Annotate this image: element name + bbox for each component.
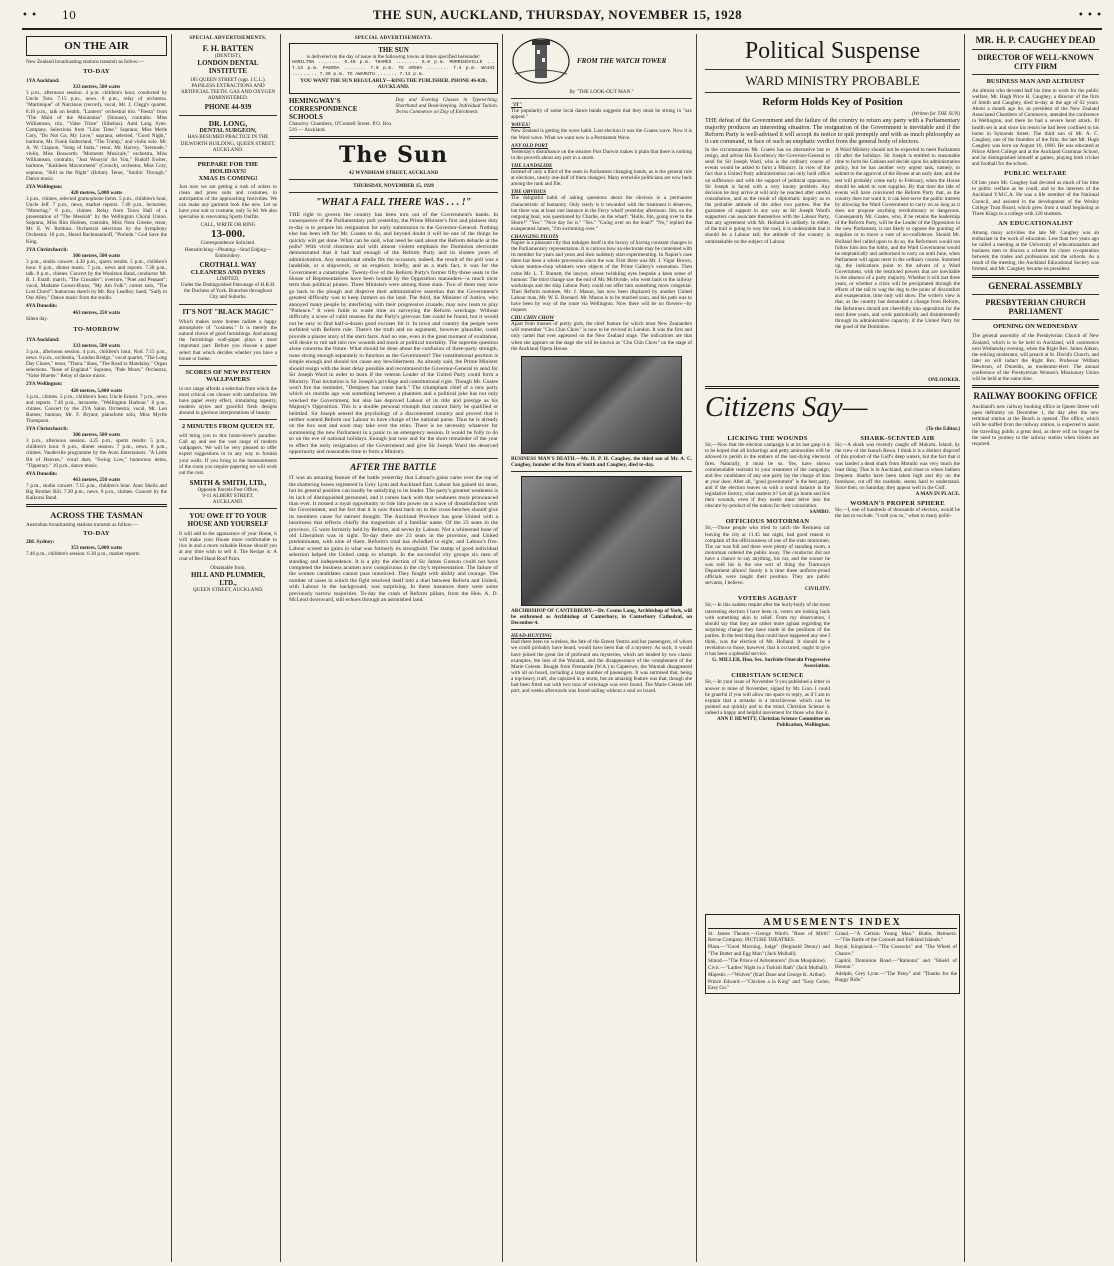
assembly-body: The general assembly of the Presbyterian Church of New Zealand, which is to be held in Auckland, will commence next Wednesday evening, when the Right Rev. James Aitken, the retiring moderator, will preach at St. David's Church, and later on will induct the Right Rev. Professor William Hewitson, of Dunedin, as moderator-elect. The annual conference of the Presbyterian Women's Missionary Union will be held at the same time. [972, 333, 1099, 383]
column-editorial [285, 34, 503, 1262]
ad-batten [179, 44, 277, 111]
amusement-entry: St. James Theatre.—George Ward's "Rose of Mirth" Revue Company. PICTURE THEATRES. [708, 931, 830, 944]
black-magic-title: IT'S NOT "BLACK MAGIC" [182, 308, 274, 317]
sun-nameplate [289, 142, 498, 168]
long-name: DR. LONG, [208, 119, 248, 129]
station-programme: 3 p.m., chimes. 5 p.m., children's hour, Uncle Ernest. 7 p.m., news and reports. 7.40 p.m., lecturette, "Wellington Harbour." 8 p.m., chimes. Concert by the 2YA Salon Orchestra; vocal, Mr. Len Barnes; humour, Mr. F. Bryant; pianoforte solo, Miss Myrtle Thompson. [26, 393, 167, 424]
station-name: 2YA Wellington: [26, 183, 63, 190]
page-dots-right: • • • [1077, 9, 1102, 21]
column-on-the-air [22, 34, 172, 1262]
station-programme: Silent day. [26, 315, 48, 322]
archbishop-photo [521, 476, 682, 606]
station-programme: 3 p.m., chimes, selected gramophone items. 5 p.m., children's hour, Uncle Jeff. 7 p.m., news, market reports. 7.40 p.m., lecturette, "Motoring." 8 p.m., chimes. Relay from Town Hall of a presentation of "The Messiah" by the Wellington Choral Union. Soprano, Miss Rita Holmes, contralto, Miss Nora Greene, tenor, Mr. E. W. Robbins. Orchestral selections by the Symphony Orchestra. 10 p.m., Heard Rachmaninoff, "Prelude." God Save the King. [26, 195, 167, 245]
letter-body: Sir,—Those people who tried to catch the Remuera car leaving the city at 11.45 last night, had good reason to complain of the officiousness of one of the tram motormen. The car was full and there were plenty of standing room, a motorman ordered the public away. The conductor did not have a chance to say anything, his car, and the sooner he was told his is the one sort of thing the Tramways Department allows! Surely it is time these uniform-proud officials were taught their position. They are public servants, I believe. [705, 525, 830, 587]
ad-owe [179, 512, 277, 593]
crothall-sub1: Correspondence Solicited. [200, 240, 256, 247]
station-name: 3YA Christchurch: [26, 246, 68, 253]
editorial-body: THE right to govern the country has been torn out of the Government's hands. In consequence of the Parliamentary poll yesterday, the Prime Minister's first and plainest duty to-day is to prepare his resignation for early submission to the Governor-General. Nothing else has been left for Mr. Coates to do, and beyond doubt it will be one of the things he quickly will get done. What can be said, what need be said about the Reform debacle at the polls? With vivid clearness and with almost violent emphasis the Dominion electorate demonstrated that it had had enough of the Reform Party and its sixteen years of administration. Any sensational simile fits the occasion; indeed, the result of the poll was a landslide, or a shipwreck, or an eruption: briefly, and as a stark fact, it was for the Government a catastrophe. Twenty-five of the Reform Party's former fifty-three seats in the House of Representatives have been booted by the Opposition marauders—a much nicer term than political pirates. Three Ministers were among those slain. Two of them may now go back to the plough and disprove their administrative assertion that the Government's greatest difficulty was to keep farmers on the land. The third, the Minister of Justice, who annoyed many people by interfering with their progressive crusade, may now learn to play "Patience." It were futile to waste time on surveying the Reform wreckage. Without difficulty a score of valid reasons for the Party's grievous fate could be found, but it would not be easy to find half-a-dozen good excuses for it. In town and country the people were surfeited with Reform rule. There's the truth and no argument, however plausible, could provide a plaster story of the stern facts. And no one, even in the great moment of exultation, will desire to rub salt into raw wounds and mock at political mortality. The supreme question alone concerns the future. What should be done about the confusion of three-party strength, none strong enough separately to function as the Government? The constitutional position is simple enough and should not cause any bewilderment. As already said, the Prime Minister should resign with the least delay possible and recommend the Governor-General to send for Sir Joseph Ward in order to learn if the veteran Leader of the United Party could form a Ministry. That invitation is Sir Joseph's privilege and constitutional right. Though Mr. Coates won't fire the reminder, "Dempsey has come back." The triumphant chief of a new party which six months ago was something between a phantom and a political joke has not only wrecked the Government, but also has deprived Labour of its title and prestige as his Majesty's Opposition. This is a double personal triumph that cannot fairly be qualified or belittled. Sir Joseph sensed the psychology of a discontented country and proved that it neither wanted Reform nor Labour to have charge of the national purse. Thus he is already on the box seat and soon may take over the reins. There is no necessity whatever for summoning the new Parliament in a panic to an emergency session. It would be folly to do so on the eve of national holidays. Enough just now and for the short remainder of the year to effect the early resignation of the Government and give Sir Joseph Ward the deserved opportunity and reasonable time to form a Ministry. [289, 211, 498, 455]
watch-tower-item-head: "IT" [511, 102, 522, 109]
ad-two-minutes [179, 423, 277, 505]
caughey-headline3: BUSINESS MAN AND ALTRUIST [986, 78, 1085, 85]
watch-tower-item-body: New Zealand is getting the wave habit. Last election it was the Coates wave. Now it is the Ward wave. What we want now is a Permanent Wave. [511, 128, 692, 141]
watch-tower-logo [511, 36, 692, 86]
watch-tower-item-body: The delightful habit of asking questions about the obvious is a permanent characteristic of humanity. Only rarely is it rewarded with the treatment it deserves, but there was at least one instance in the Ferry wharf yesterday afternoon. Jim, on the outgoing boat, was questioned by Charlie, on the wharf: "Hullo, Jim, going over to the Shore?" "Yes." "Nice day for it." "Yes." "Going over on the boat?" "No," replied the exasperated James, "I'm swimming over." [511, 195, 692, 232]
long-body: HAS RESUMED PRACTICE IN THE DILWORTH BUILDING, QUEEN STREET, AUCKLAND. [180, 134, 276, 153]
political-credit: (Written for THE SUN) [911, 111, 960, 117]
railway-body: Auckland's new railway booking office in Queen Street will open definitely on December 1, the day after the new terminal station at the Beach is opened. The office, which will be staffed from the railway station, is expected to assist the travelling public a great deal, as there will no longer be the need to journey to the railway station when tickets are required. [972, 404, 1099, 447]
letter-head: VOTERS AGHAST [737, 595, 798, 603]
editorial-date: THURSDAY, NOVEMBER 15, 1928 [353, 182, 434, 189]
sun-delivery-notice [289, 43, 498, 94]
battle-body: IT was an amazing feature of the battle yesterday that Labour's gains came over the top of the shattering losses registered in Grey Lynn and Auckland East. Labour has gained six seats, but its general position can hardly be satisfying to its leader. The party's greatest weakness is its lack of distinguished personnel, and it comes back with that weakness more pronounced than ever. It missed a royal opportunity to ride into power on a wave of dissatisfaction with the Government, and the fact that it is now thrust back on to the cross-benches should give its members cause for earnest thought. The Auckland Province has gone United with a heartiness that reflects chiefly the magnetism of a familiar name. Of the 23 seats in the province, 15 were formerly held by Reform, and seven by Labour. Not a whiteened bone of old Liberalism was in sight. To-day there are 23 seats in the province, and United predominates, with nine of them. Reform's total has dwindled to eight, and Labour's five. Labour scored no gains in what was formerly its stronghold. The stamp of good individual selection helped the United camp to triumph. In the successful city groups six men of standing and independence. It is a pity the election of Sir James Gunson could not have completed the business acumen now conspicuous in the city's representation. The failure of the women candidates cannot pass unnoticed. They fought with ability and courage. The number of cases in which the fight resolved itself into a duel between Reform and United, with Labour in the background, was surprising. In these instances there were some previously narrow majorities. To-day the crash of Reform pillars, from the Hon. A. D. McLeod downward, still echoes through an astonished land. [289, 475, 498, 604]
page-dots-left: • • [22, 9, 37, 21]
watch-tower-item-head: WAVES! [511, 122, 531, 129]
tasman-intro: Australian broadcasting stations transmit as follow:— [26, 522, 138, 529]
letters-left [705, 432, 830, 910]
owe-obtain: Obtainable from, [210, 564, 246, 571]
letter-head: WOMAN'S PROPER SPHERE [850, 500, 945, 508]
two-minutes-addr2: 9-11 ALBERT STREET, [202, 492, 254, 499]
sun-notice-body: is delivered on the day of issue in the following towns at times specified hereunder: [306, 54, 481, 60]
station-programme: 3 p.m., afternoon session. 4 p.m. children's hour, conducted by Uncle Tom. 7.15 p.m., news. 8 p.m., relay of orchestra. "Martinique" of Narcissus (record), vocal, Mr. J. Clegg's quartet. 8.10 p.m., talk on health, "Lantern" orchestral trio. "Fiesta" from "The Maid of the Mountains" (Strauss), contralto. Miss Williamson, trio, "Valse Triste" (Sibelius). Auld Lang Syne. Company. Selections from "Lilac Time." Soprano, Miss Merle Cory, "Do Not Go, My Love," soprano, selected, "Good Night," baritone, Mr. Frank Sutherland, "The Tramp," and violin solo. Mr. A. W. Clapson, "Song of India," tenor, Mr. Harvey, "Serenade," violin, Miss Bosworth. "Moments Musicale," orchestra, Miss Williamson, contralto, "Just Wearyin' for You," Rudolf Ewiter, baritone, "Kathleen Mavourneen" (Crouch), orchestra, Miss Cory, soprano, "Still as the Night" (Bohm). Tenor, "Smilin' Through." Dance music. [26, 90, 167, 182]
assembly-sub1: PRESBYTERIAN CHURCH PARLIAMENT [985, 298, 1086, 317]
hemingway-body: Day and Evening Classes in Typewriting, Shorthand and Book-keeping. Individual Tuition. Terms Commence on Day of Enrolment. [395, 96, 498, 115]
watch-tower-item-head: THE LANDSLIDE [511, 162, 553, 169]
letter-signature: G. MILLER, Hon. Sec. Surfside-Onerahi Progressive Association. [712, 657, 830, 670]
tasman-station: 2BL Sydney: [26, 539, 55, 546]
political-subhead: WARD MINISTRY PROBABLE [745, 73, 920, 88]
station-programme: 3 p.m., afternoon session. 4 p.m., children's hour, Nod. 7.15 p.m., news. 8 p.m., orchestra, "London Bridge," vocal quartet, "The Long Day Closes," tenor, "Thora." Bass, "The Road to Mandalay." Organ selections. "Rose of England." Soprano, "Pale Moon." Orchestra, "Valse Bluette." Relay of dance music. [26, 348, 167, 380]
two-minutes-firm: SMITH & SMITH, LTD., [189, 478, 267, 487]
ads-label-left: SPECIAL ADVERTISEMENTS. [189, 36, 267, 41]
ad-dr-long [179, 119, 277, 152]
owe-firm: HILL AND PLUMMER, [190, 570, 266, 579]
letter-head: CHRISTIAN SCIENCE [731, 672, 804, 680]
watch-tower-item-head: CHU CHIN CHOW [511, 315, 554, 322]
hemingway-title3: SCHOOLS [289, 112, 323, 121]
today-label: TO-DAY [83, 68, 110, 76]
watch-tower-title: FROM THE WATCH TOWER [577, 57, 667, 65]
amusements-index [705, 914, 960, 994]
letter-head: LICKING THE WOUNDS [727, 435, 808, 443]
amusement-entry: Plaza.—"Good Morning, Judge" (Reginald Denny) and "The Butter and Egg Man" (Jack Mulhall). [708, 944, 830, 957]
column-special-ads [176, 34, 281, 1262]
political-subhead2: Reform Holds Key of Position [762, 96, 903, 108]
letters-right [835, 432, 960, 910]
amusement-entry: Strand.—"The Prince of Adventurers" (Ivan Mosjukine). [708, 957, 826, 964]
crothall-title1: PREPARE FOR THE [197, 160, 259, 168]
letters-columns [705, 432, 960, 910]
political-signoff: ONLOOKER. [928, 377, 960, 384]
stations-today [26, 78, 167, 322]
archbishop-photo-caption: ARCHBISHOP OF CANTERBURY.—Dr. Cosmo Lang, Archbishop of York, will be enthroned as Archbishop of Canterbury, in Canterbury Cathedral, on December 4. [511, 607, 692, 627]
amusement-entry: Civic.—"Ladies' Night in a Turkish Bath" (Jack Mulhall). [708, 964, 829, 971]
stations-tomorrow [26, 337, 167, 501]
station-name: 1YA Auckland: [26, 336, 60, 343]
watch-tower-byline: By "THE LOOK-OUT MAN." [569, 89, 634, 95]
letter-signature: SAMBO. [809, 509, 830, 516]
station-band: 463 metres, 250 watts [72, 309, 121, 316]
column-political [701, 34, 965, 1262]
crothall-ltd: LIMITED, [216, 275, 240, 282]
citizens-credit: (To the Editor.) [926, 426, 960, 433]
crothall-body: Just now we are getting a rush of orders to clean and press suits and costumes, in anticipation of the approaching festivities. We can make any garment look like new. Let us have your suit or costume, only 5s 6d. We also specialise in renovating Sports Outfits. [179, 183, 277, 221]
sun-nameplate-logo: The Sun [339, 141, 448, 168]
station-band: 420 metres, 5,000 watts [70, 387, 123, 394]
sun-notice-head: THE SUN [378, 46, 409, 54]
station-name: 4YA Dunedin: [26, 303, 58, 310]
watch-tower-item-head: CHANGING PILOTS [511, 233, 559, 240]
ad-scores [179, 369, 277, 416]
edu-head: AN EDUCATIONALIST [998, 219, 1073, 227]
nameplate-address: 42 WYNDHAM STREET, AUCKLAND [348, 169, 439, 176]
amusements-title: AMUSEMENTS INDEX [708, 917, 957, 929]
caughey-photo-caption: BUSINESS MAN'S DEATH.—Mr. H. P. H. Caughey, the third son of Mr. A. C. Caughey, founder of the firm of Smith and Caughey, died to-day. [511, 455, 692, 468]
amusement-entry: Capitol, Dominion Road.—"Ramona" and "Shield of Honour." [835, 957, 957, 970]
watch-tower-icon [511, 36, 571, 86]
amusement-entry: Majestic.—"Wolves" (Karl Dane and George K. Arthur). [708, 971, 826, 978]
black-magic-body: Which makes some homes radiate a happy atmosphere of "cosiness." It is merely the natural choice of good furnishings. And among the furnishings wall-paper plays a most important part. Before you choose a paper select that which decides whether you have a house or home. [179, 319, 277, 362]
letter-signature: ANN P. HEWITT, Christian Science Committee on Publication, Wellington. [717, 716, 830, 729]
station-name: 2YA Wellington: [26, 381, 63, 388]
assembly-sub2: OPENING ON WEDNESDAY [993, 323, 1078, 331]
batten-name: F. H. BATTEN [202, 44, 254, 53]
station-band: 306 metres, 500 watts [72, 252, 121, 259]
letter-head: SHARK-SCENTED AIR [860, 435, 935, 443]
tasman-today: TO-DAY [83, 530, 110, 538]
owe-body: It will add to the appearance of your Home, it will make your House more comfortable to live in and a more valuable House should you at any time wish to sell it. The Recipe is: A coat of Red Hand Roof Paint. [179, 531, 277, 562]
watch-tower-item-body: Apart from masses of pretty girls, the chief feature for which most New Zealanders will remember "Chu Chin Chow" is now to be revived in London. It was the first and only camel that ever appeared on the New Zealand stage. The indications are that when she appears on the stage she will be known as "Chu Chin Chow" on the stage of the Auckland Opera House. [511, 321, 692, 352]
crothall-name1: CROTHALL WAY [199, 260, 257, 269]
citizens-title: Citizens Say— [705, 392, 868, 424]
owe-ltd: LTD., [219, 578, 237, 587]
two-minutes-addr3: AUCKLAND. [212, 499, 244, 506]
political-headline: Political Suspense [744, 38, 921, 64]
station-name: 4YA Dunedin: [26, 470, 58, 477]
scores-title: SCORES OF NEW PATTERN WALLPAPERS [185, 368, 271, 383]
letter-signature: A MAN IN PLACE. [915, 491, 960, 498]
station-name: 3YA Christchurch: [26, 426, 68, 433]
amusement-entry: Grand.—"A Certain Young Man." Rialto, Remuera.—"The Battle of the Coronel and Falkland Islands." [835, 931, 957, 944]
station-programme: 7 p.m., studio concert. 7.15 p.m., children's hour. Aunt Sheila and Big Brother Bill. 7.30 p.m., news. 8 p.m., chimes. Concert by the Kaikorai Band. [26, 482, 167, 502]
column-caughey [969, 34, 1102, 1262]
batten-inst1: LONDON DENTAL [197, 59, 259, 68]
ads-label-middle: SPECIAL ADVERTISEMENTS. [354, 36, 433, 41]
assembly-head: GENERAL ASSEMBLY [988, 281, 1083, 292]
hemingway-title1: HEMINGWAY'S [289, 96, 341, 105]
crothall-sub2: Hemstitching—Pleating—Stud Edging—Embroidery. [184, 246, 272, 259]
letter-body: Sir,—In this sudden respite after the hurly-burly of the most interesting election I have been in, voters are looking back with something akin to relief. From my observation, I should say that they are rather more aghast regarding the surprising change they have made in the positions of the parties. In the best thing that could have happened any one I think, was the election of Mr. Holland. It should be a revelation to those, however, that it occurred, ought to give it has been a splendid service. [705, 602, 830, 658]
letter-body: Sir,—Now that the election campaign is at its last gasp it is to be hoped that all bickerings and petty animosities will be allowed to perish in the embers of the lost-dying electoral fires. Naturally, it must be so. Yes, have shown commendable restraint in your treatment of the campaign, and few candidates of any one party lay the charge of bias at your door. After all, "good government" is the best party, and if the election leaves us with a sound balance in the legislative factory, what matters it? Let all go home and lick their wounds, even if they needs must delve into the obscure by-product of the nation for their consolation. [705, 442, 830, 510]
edu-body: Among many activities the late Mr. Caughey was an enthusiast in the work of education. Less than two years ago he called a meeting at the University of educationalists and business men to discuss a scheme for closer co-operation between the trades and professions and the schools. As a result of the meeting, the Auckland Educational Society was formed, and Mr. Caughey became its president. [972, 229, 1099, 273]
watch-tower-items [511, 102, 692, 352]
sun-notice-foot: YOU WANT THE SUN REGULARLY—RING THE PUBLISHER. PHONE 46-020, AUCKLAND. [300, 78, 487, 91]
batten-phone: PHONE 44-939 [204, 103, 252, 112]
caughey-photo [521, 356, 682, 454]
owe-addr: QUEEN STREET, AUCKLAND. [192, 586, 264, 593]
caughey-headline1: MR. H. P. CAUGHEY DEAD [975, 36, 1096, 46]
watch-tower-item-head: ANY OLD PORT [511, 142, 548, 149]
political-left-col: In the circumstances Mr. Coates has no alternative but to resign, and advise His Excellency the Governor-General to send for Sir Joseph Ward, who is the ordinary course of events would be asked to form a Ministry. In view of the fact that a United Party administration can only hold office on sufferance and with the support of political opponents, Sir Joseph is faced with a very knotty problem. Any decision he may arrive at will only be reached after careful consultation, and as the result of diplomatic inquiry as to the probable attitude of the other two parties. But the guarantee of support in any way as Sir Joseph Ward's supporters can associate themselves with the Labour Party, that any agreement with Mr. Holland is unlikely. In either, of the trail is going to way the road, it is undesirable that it should be a Labour tail; the attitude of the country is unmistakable on the subject of Labour. [705, 147, 830, 245]
political-columns [705, 147, 960, 383]
tasman-body: 7.46 p.m., children's session. 6.30 p.m., market reports. [26, 551, 141, 558]
letter-head: OFFICIOUS MOTORMAN [725, 518, 810, 526]
two-minutes-body: will bring you to this home-lover's paradise. Call up and see the vast range of modern wallpapers. We will be very pleased to offer expert suggestions or in any way to furnish your walls. If you bring in the measurements of the room you require papering we will work out the cost. [179, 433, 277, 476]
two-minutes-title: 2 MINUTES FROM QUEEN ST. [181, 423, 275, 431]
crothall-title2: HOLIDAYS! [209, 167, 247, 175]
crothall-call: CALL, WRITE OR RING [200, 222, 256, 229]
masthead-title: THE SUN, AUCKLAND, THURSDAY, NOVEMBER 15, 1928 [372, 7, 743, 22]
railway-head: RAILWAY BOOKING OFFICE [973, 391, 1098, 402]
battle-title: AFTER THE BATTLE [350, 462, 437, 473]
on-the-air-intro: New Zealand broadcasting stations transmit as follow:— [26, 59, 145, 65]
column-watch-tower [507, 34, 697, 1262]
letter-body: Sir,—A shark was recently caught off Mokohi, Island, by the crew of the launch Rewa. I think it is a distinct disproof of this product of the Gulf's deep waters, but the fact that it was landed a dead shark from Motuihi was very much the least thing. That is in Auckland, and close to where bathers frequent. Sharks have been taken high and dry on the foreshore, cut off the roadside, seems hard to understand. Since then, on Saturday, they appear well in the Gulf. [835, 442, 960, 491]
political-lead: THE defeat of the Government and the failure of the country to return any party with a Parliamentary majority produces an interesting situation. The resignation of the Government is inevitable and if the Reform Party is well-advised it will accept its notice to quit promptly and with as much philosophy as it can command, in face of such an emphatic verdict from the general body of electors. [705, 117, 960, 146]
batten-role: (DENTIST), [214, 53, 242, 59]
station-band: 463 metres, 250 watts [72, 476, 121, 483]
batten-inst2: INSTITUTE [208, 67, 248, 76]
caughey-body: An altruist who devoted half his time to work for the public welfare, Mr. Hugh Price H. Caughey, a director of the firm of Smith and Caughey, died to-day at the age of 62 years. About a month ago he, as president of the New Zealand Associated Chambers of Commerce, attended the conference in Wellington, and there he had a severe heart attack. Ill health set in and since his return he had been confined to his home in Symonds Street. The third son of Mr. A. C. Caughey, one of the founders of the firm, the late Mr. Hugh Caughey was born on August 16, 1866. He was educated at Prince Albert College and at the Auckland Grammar School, and he distinguished himself at games, playing both cricket and football for the school. [972, 88, 1099, 168]
tasman-band: 353 metres, 5,000 watts [70, 545, 123, 552]
sun-notice-towns: HAMILTON ........ 6.40 p.m. THAMES ........ 6.0 p.m. MORRINSVILLE ... 7.13 p.m. PAEROA ........ 7.0 p.m. TE AROHA ........ 7.4 p.m. WAIHI ......... 7.30 p.m. TE AWAMUTU ....... 7.12 p.m. [292, 60, 495, 78]
welfare-body: Of late years Mr. Caughey had devoted as much of his time to public welfare as he could, and to the interests of the Auckland Y.M.C.A. He was a life member of the National Council, and assisted in the development of the Wesley College Trust Board, which grew from a small beginning at Three Kings to a college with 120 students. [972, 180, 1099, 217]
headhunting-head: HEAD-HUNTING [511, 633, 552, 640]
ad-black-magic [179, 308, 277, 362]
amusement-entry: Adelphi, Grey Lynn.—"The Patsy" and "Thanks for the Buggy Ride." [835, 970, 957, 983]
headhunting-body: Had there been no wireless, the fate of the Ernest Vestris and her passengers, of whom we could probably have heard, would have been that of a mystery. As such, it would have joined the great list of profound sea mysteries, which are headed by two classic examples, the loss of the Waratah, and the disappearance of the complement of the Marie Celeste. Bought from Fremantle (W.A.) to Capetown, the Waratah disappeared with all on board, including a large number of passengers. It was surmised that, being a top-heavy craft, she capsized in a storm, but an amazing feature was that, though she had been fitted out with two tons of wreckage was ever found. The Marie Celeste left port, and weeks afterwards was found sailing without a soul on board. [511, 639, 692, 695]
station-programme: 3 p.m., afternoon session. 4.25 p.m., sports results. 5 p.m., children's hour. 6 p.m., dinner session. 7 p.m., news. 8 p.m., chimes. Vaudeville programme by the Avon Entertainers. "A Little Bit of Heaven," vocal duet, "Swing Low," humorous items, "Tipperary." 10 p.m., dance music. [26, 438, 167, 469]
page-number: 10 [62, 8, 76, 22]
masthead [22, 2, 1102, 30]
crothall-phone: 13-000. [211, 228, 245, 241]
tomorrow-label: TO-MORROW [73, 325, 120, 333]
scores-body: in our range affords a selection from which the most critical can choose with satisfaction. We have paper every effect, simulating tapestry, modern styles and graceful fresh designs abound in glorious interpretations of beauty. [179, 385, 277, 417]
hemingway-title2: CORRESPONDENCE [289, 104, 358, 113]
letter-body: Sir,—I, one of hundreds of thousands of electors, would be the last to exclude. "I told you so," when to many politi- [835, 507, 960, 520]
amusements-list [708, 931, 957, 991]
crothall-name2: CLEANERS AND DYERS [190, 268, 266, 276]
letter-body: Sir,—In your issue of November 9 you published a letter in answer to mine of November, signed by Mr. Lion. I could be grateful if you will allow me space to reply, as if I am to explain that a mistake is a mischievous which can be pointed out quickly and to the mind, Christian Science is indeed a happy and helpful movement for those who like it. [705, 679, 830, 716]
welfare-head: PUBLIC WELFARE [1004, 170, 1067, 178]
watch-tower-item-body: Yesterday's disturbance on the steamer Port Darwin makes it plain that there is nothing in the proverb about any port in a storm. [511, 148, 692, 161]
watch-tower-item-head: THE OBVIOUS [511, 189, 547, 196]
hemingway-addr: Chancery Chambers, O'Connell Street. P.O. Box 516 — Auckland. [289, 120, 392, 133]
caughey-headline2: DIRECTOR OF WELL-KNOWN CITY FIRM [977, 53, 1094, 71]
station-name: 1YA Auckland: [26, 78, 60, 85]
batten-body: 185 QUEEN STREET (opp. J.C.L.). PAINLESS EXTRACTIONS AND ARTIFICIAL TEETH. GAS AND OXYGEN ADMINISTERED. [180, 77, 276, 102]
crothall-patron: Under the Distinguished Patronage of H.R.H. the Duchess of York. Branches throughout City and Suburbs. [180, 281, 276, 300]
tasman-heading: ACROSS THE TASMAN [50, 510, 143, 521]
long-role: DENTAL SURGEON, [199, 128, 257, 135]
editorial-title: "WHAT A FALL THERE WAS . . . !" [315, 196, 472, 208]
station-programme: 3 p.m., studio concert. 4.30 p.m., sports results. 5 p.m., children's hour. 6 p.m., dinner music. 7 p.m., news and reports. 7.30 p.m., talk. 8 p.m., chimes. Concert by the Woolston Band, conductor Mr. R. J. Estall: march, "The Crusader"; overture, "Poet and Peasant"; vocal, Madame Gower-Burns, "My Ain Folk"; cornet solo, "The Lost Chord"; humorous sketch by Mr. Roy Leadley; band, "Sally in Our Alley." Dance music from the studio. [26, 258, 167, 302]
station-band: 306 metres, 500 watts [72, 432, 121, 439]
amusement-entry: Prince Edward.—"Chicken a la King" and "Easy Come, Easy Go." [708, 978, 830, 992]
letter-signature: CIVILITY. [804, 586, 830, 593]
ad-crothall [179, 161, 277, 300]
amusement-entry: Royal, Kingsland.—"The Cossacks" and "The Wheel of Chance." [835, 944, 957, 957]
political-right-col: A Ward Ministry should not be expected to meet Parliament till after the holidays. Sir Joseph is entitled to reasonable time to form his Cabinet and decide upon his administration policy, but he has another very urgent task, namely, to submit to the approval of the House at an early date, and the test will probably come early in February, when the House should be asked to vote supplies. By that time the tide of events will have convinced the Reform Party that, as the country does not want it, it can best serve the public interest by allowing the Ward Government to carry on as long as it does not propose anything revolutionary or dangerous. Consequently Mr. Coates, who, if he retains the leadership of the Reform Party, will be the Leader of the Opposition in the new Parliament, is not likely to oppose the granting of supplies or to move a vote of no-confidence. Should Mr. Holland feel called upon to do so, the Reformers would not follow him into the lobby, and the Ward Government would be emphatically and authorised to carry on until June, when Parliament will again meet in the ordinary course. Summed up, the indications point to the advent of a Ward Government, with the restricted powers that are inevitable in the absence of a party majority. Whether it will last three years, or whether a crisis will be precipitated through the efforts of the tail to wag the dog to the point of discomfort and exasperation, time only will show. The writer's view is that, as the country has demanded a change from Reform, the Reformers should not cheerfully into opposition for the next three years, and work patriotically and disinterestedly through its administrative capacity, if the United Party for the good of the Dominion. [835, 147, 960, 330]
ad-hemingway [289, 97, 498, 133]
two-minutes-addr1: Opposite Parcels Post Office, [197, 486, 259, 493]
station-band: 420 metres, 5,000 watts [70, 189, 123, 196]
crothall-title3: XMAS IS COMING! [198, 174, 258, 182]
station-band: 333 metres, 500 watts [72, 84, 121, 91]
station-band: 333 metres, 500 watts [72, 342, 121, 349]
watch-tower-item-body: Instead of only a third of the seats in Parliament changing hands, as is the general rule at elections, nearly one-half of them changed. Many erstwhile politicians are now back among the rank and file. [511, 169, 692, 188]
on-the-air-heading: ON THE AIR [26, 36, 167, 56]
watch-tower-item-body: Napier is a pleasant city that indulges itself in the luxury of having constant changes in the Parliamentary representation. It is curious how an electorate may be contented with its member for years and years and then suddenly start experimenting. In Napier's case there has been a whole procession since the war. First there was Mr. J. Vigor Brown, whose mutton-chop whiskers were objects of the Prime Gallery's veneration. Then came Mr. L. T. Burnett, the lawyer, whose twinkling eyes bespoke a keen sense of humour. The third change saw the end of Mr. McIlvride, who went back to the railway workshops and the ship Labour Party could not offer him something more congenial. Then Reform nominee, Mr. J. Mason, has now been displaced by another United Labour man, Mr. W. E. Barnard. Mr. Mason is to be married soon, and his path was to have been by way of the route via Wellington. Now there will be no flowers—by request. [511, 240, 692, 314]
owe-title: YOU OWE IT TO YOUR HOUSE AND YOURSELF [187, 512, 269, 529]
watch-tower-item-body: The popularity of some local dance bands suggests that they must be strong in "sax appeal." [511, 108, 692, 121]
